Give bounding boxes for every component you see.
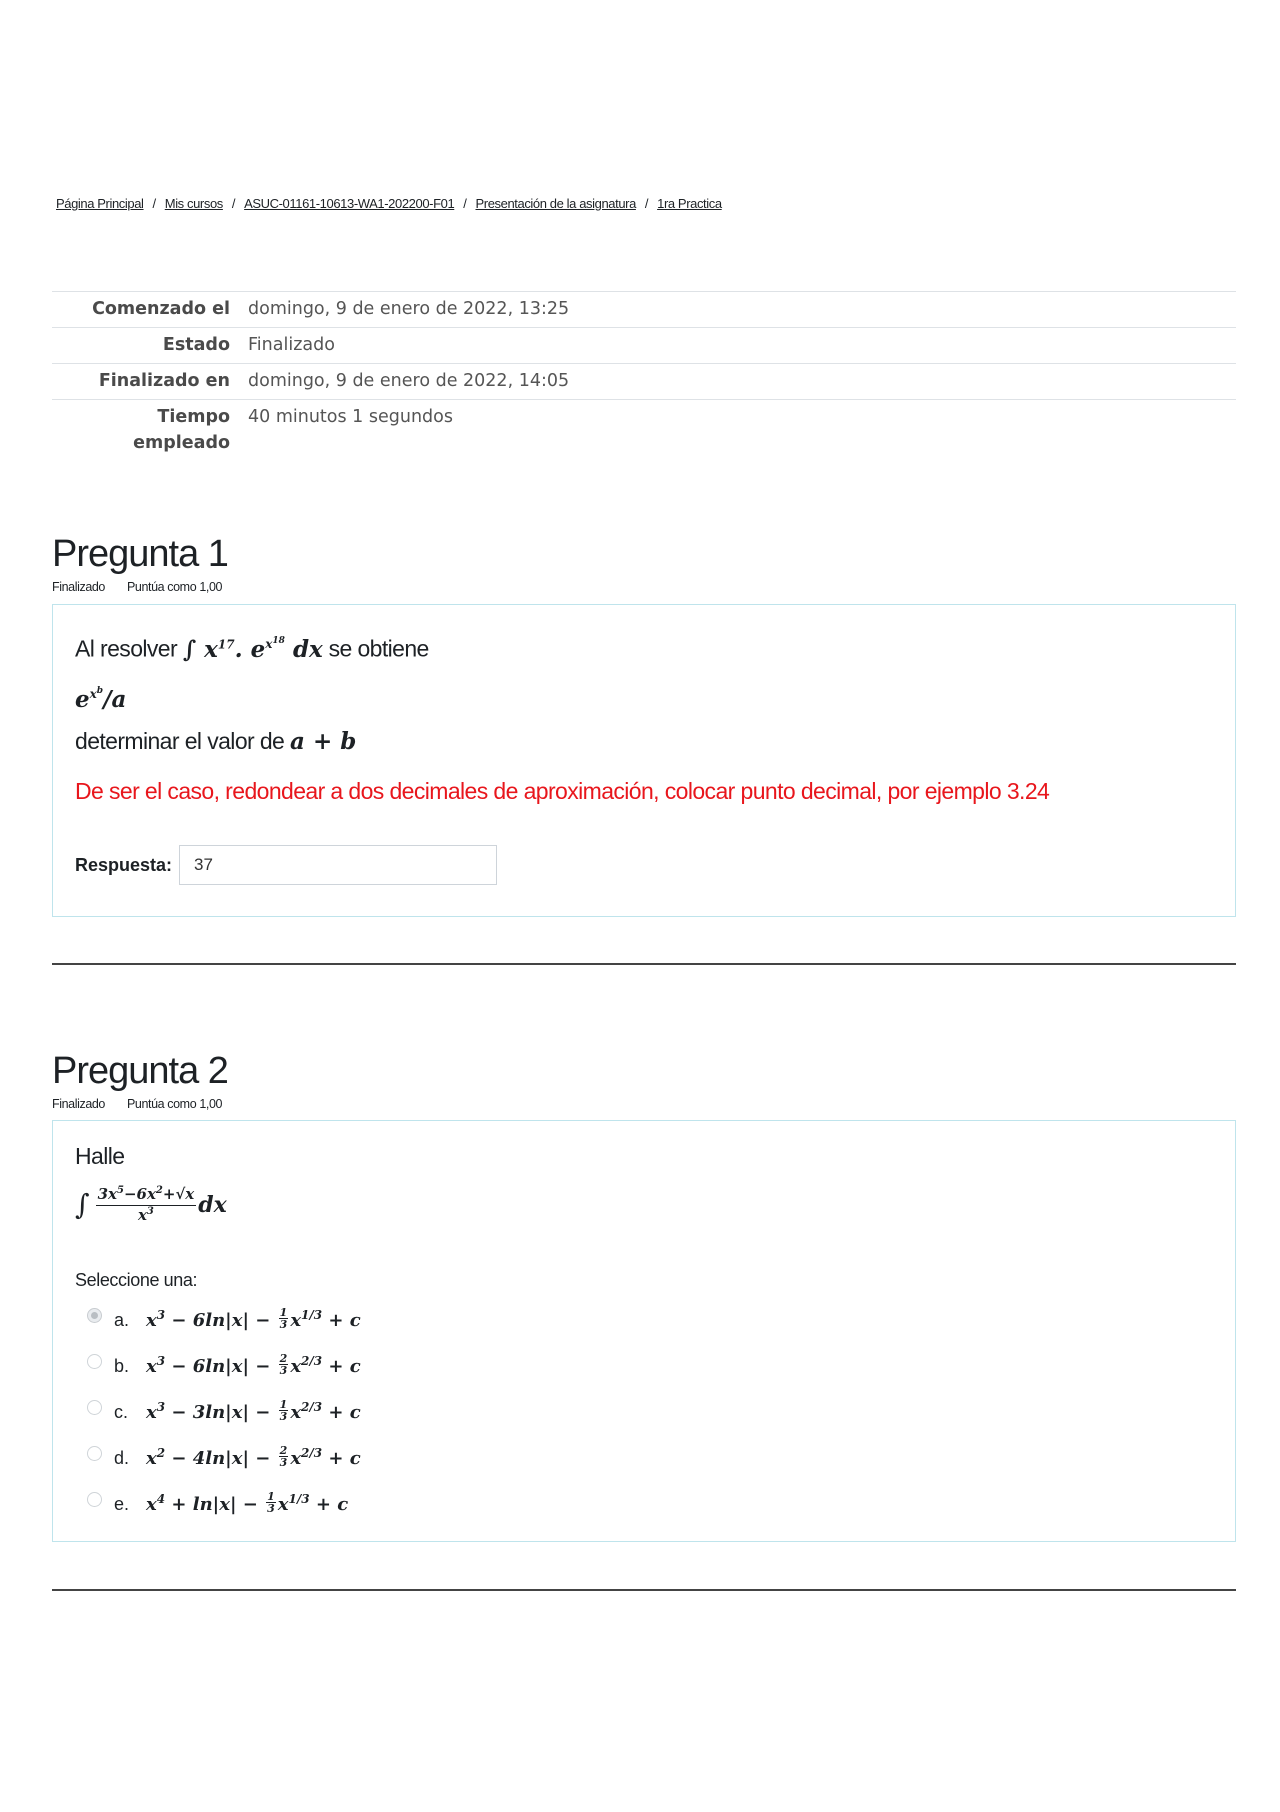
breadcrumb-separator: /	[463, 196, 467, 211]
question-info	[52, 1097, 228, 1111]
summary-row-finished	[52, 364, 1236, 400]
summary-label: Estado	[52, 328, 248, 364]
option-letter: b.	[114, 1355, 130, 1376]
question-2-content	[52, 1120, 1236, 1542]
option-expression: $x^3 - 6\ln|x|$ − $\frac{2}{3}$ $x^{2/3} + c$	[146, 1352, 361, 1378]
question-text: Halle	[75, 1143, 125, 1169]
summary-value: 40 minutos 1 segundos	[248, 400, 1236, 462]
summary-value: domingo, 9 de enero de 2022, 14:05	[248, 364, 1236, 400]
summary-value: domingo, 9 de enero de 2022, 13:25	[248, 292, 1236, 328]
option-b[interactable]	[87, 1343, 361, 1389]
radio-button[interactable]	[87, 1354, 102, 1369]
answer-label: Respuesta:	[75, 854, 173, 875]
question-divider	[52, 963, 1236, 965]
summary-row-time	[52, 400, 1236, 462]
option-letter: e.	[114, 1493, 130, 1514]
summary-label: Finalizado en	[52, 364, 248, 400]
option-letter: d.	[114, 1447, 130, 1468]
option-expression: $x^4 + \ln|x|$ − $\frac{1}{3}$ $x^{1/3} + c$	[146, 1490, 349, 1516]
breadcrumb-item-home[interactable]: Página Principal	[56, 196, 144, 211]
question-1-header	[52, 532, 228, 594]
breadcrumb	[56, 196, 722, 211]
summary-row-state	[52, 328, 1236, 364]
summary-value: Finalizado	[248, 328, 1236, 364]
question-grade: Puntúa como 1,00	[126, 580, 223, 594]
summary-label: Comenzado el	[52, 292, 248, 328]
breadcrumb-separator: /	[231, 196, 236, 211]
breadcrumb-separator: /	[644, 196, 649, 211]
radio-button-selected[interactable]	[87, 1308, 102, 1323]
summary-label-line: empleado	[133, 433, 230, 453]
answer-input[interactable]	[179, 845, 497, 885]
select-label: Seleccione una:	[75, 1270, 198, 1290]
question-divider	[52, 1589, 1236, 1591]
question-info	[52, 580, 228, 594]
breadcrumb-separator: /	[152, 196, 156, 211]
question-text	[75, 623, 429, 668]
sum-expression: a + b	[290, 728, 357, 755]
breadcrumb-item-course[interactable]: ASUC-01161-10613-WA1-202200-F01	[244, 196, 455, 211]
summary-label-line: Tiempo	[157, 407, 230, 427]
breadcrumb-item-quiz[interactable]: 1ra Practica	[657, 196, 722, 211]
breadcrumb-item-my-courses[interactable]: Mis cursos	[164, 196, 223, 211]
option-e[interactable]	[87, 1481, 361, 1527]
option-expression: $x^3 - 6\ln|x|$ − $\frac{1}{3}$ $x^{1/3} + c$	[146, 1306, 361, 1332]
answer-options	[87, 1297, 361, 1527]
rounding-note: De ser el caso, redondear a dos decimales de aproximación, colocar punto decimal, por ejemplo 3.24	[75, 778, 1050, 804]
option-c[interactable]	[87, 1389, 361, 1435]
option-letter: c.	[114, 1401, 129, 1422]
question-status: Finalizado	[52, 1097, 105, 1111]
summary-label	[52, 400, 248, 462]
radio-button[interactable]	[87, 1446, 102, 1461]
answer-row	[75, 845, 497, 885]
option-d[interactable]	[87, 1435, 361, 1481]
option-expression: $x^3 - 3\ln|x|$ − $\frac{1}{3}$ $x^{2/3} + c$	[146, 1398, 361, 1424]
result-expression: $e^{x^b}/a$	[75, 685, 127, 713]
question-text-suffix: se obtiene	[328, 635, 429, 662]
question-1-content	[52, 604, 1236, 917]
integral-expression: ∫ $3x^5-6x^2+√x$ $x^3$ dx	[75, 1185, 227, 1224]
option-expression: $x^2 - 4\ln|x|$ − $\frac{2}{3}$ $x^{2/3} + c$	[146, 1444, 361, 1470]
radio-button[interactable]	[87, 1492, 102, 1507]
attempt-summary-table	[52, 291, 1236, 461]
question-title: Pregunta 1	[52, 533, 228, 575]
question-text-prefix: Al resolver	[75, 635, 178, 662]
question-subtext	[75, 723, 356, 760]
summary-row-started	[52, 292, 1236, 328]
question-subtext-label: determinar el valor de	[75, 728, 285, 754]
question-status: Finalizado	[52, 580, 105, 594]
question-grade: Puntúa como 1,00	[126, 1097, 223, 1111]
option-letter: a.	[114, 1309, 130, 1330]
question-title: Pregunta 2	[52, 1050, 228, 1092]
option-a[interactable]	[87, 1297, 361, 1343]
breadcrumb-item-section[interactable]: Presentación de la asignatura	[475, 196, 636, 211]
integral-expression: ∫ $x^{17}$. $e^{x^{18}}$ dx	[182, 635, 323, 663]
question-2-header	[52, 1049, 228, 1111]
radio-button[interactable]	[87, 1400, 102, 1415]
